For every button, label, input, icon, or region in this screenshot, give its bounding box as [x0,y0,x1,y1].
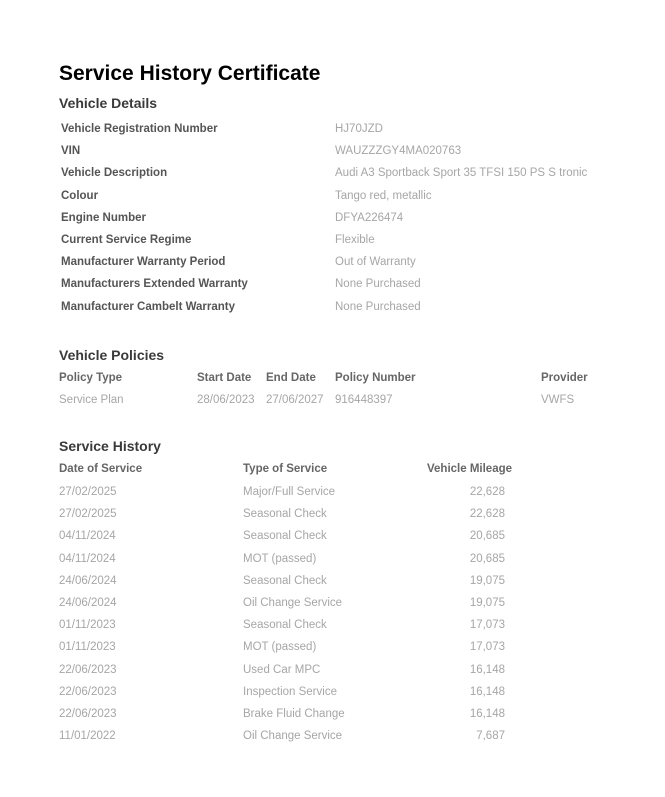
header-start-date: Start Date [197,372,252,384]
service-mileage-cell: 7,687 [476,730,505,743]
detail-value: Flexible [335,234,375,246]
detail-value: HJ70JZD [335,123,383,135]
detail-row [0,274,665,294]
service-type-cell: Seasonal Check [243,619,327,632]
service-row [0,704,665,724]
service-mileage-cell: 20,685 [469,552,505,565]
service-type-cell: Seasonal Check [243,574,327,587]
service-type-cell: MOT (passed) [243,641,317,654]
service-mileage-cell: 22,628 [469,508,505,521]
service-type-cell: Oil Change Service [243,597,343,609]
header-date-of-service: Date of Service [59,463,143,475]
header-type-of-service: Type of Service [243,463,328,475]
detail-value: WAUZZZGY4MA020763 [335,145,462,158]
service-type-cell: Seasonal Check [243,530,327,543]
detail-row [0,208,665,228]
header-vehicle-mileage: Vehicle Mileage [427,463,513,475]
service-date-cell: 22/06/2023 [59,685,117,698]
service-mileage-cell: 17,073 [469,619,505,632]
service-row [0,682,665,702]
detail-label: Vehicle Registration Number [61,123,218,135]
service-type-cell: Seasonal Check [243,508,327,521]
service-type-cell: Major/Full Service [243,486,336,498]
service-date-cell: 01/11/2023 [59,641,116,654]
detail-label: Engine Number [61,211,146,224]
service-date-cell: 27/02/2025 [59,486,117,498]
service-row [0,593,665,613]
detail-row [0,297,665,317]
service-mileage-cell: 22,628 [469,486,505,498]
detail-label: Manufacturer Warranty Period [61,256,226,269]
history-header-row [0,459,665,479]
service-date-cell: 27/02/2025 [59,508,117,521]
detail-value: Out of Warranty [335,256,416,269]
service-mileage-cell: 16,148 [469,663,505,676]
detail-value: None Purchased [335,278,421,291]
service-row [0,637,665,657]
policy-end-date-cell: 27/06/2027 [266,394,324,406]
service-date-cell: 24/06/2024 [59,574,117,587]
policy-type-cell: Service Plan [59,394,124,406]
detail-row [0,186,665,206]
service-date-cell: 11/01/2022 [59,730,116,743]
service-row [0,615,665,635]
detail-row [0,163,665,183]
header-provider: Provider [541,372,588,384]
vehicle-policies-heading: Vehicle Policies [59,347,165,363]
detail-value: Audi A3 Sportback Sport 35 TFSI 150 PS S tronic [335,167,588,180]
service-history-heading: Service History [59,438,161,454]
service-date-cell: 22/06/2023 [59,708,117,720]
header-policy-number: Policy Number [335,372,416,384]
service-date-cell: 04/11/2024 [59,552,116,565]
service-row [0,526,665,546]
service-row [0,726,665,746]
detail-label: VIN [61,145,81,158]
service-row [0,504,665,524]
policy-number-cell: 916448397 [335,394,393,406]
detail-label: Colour [61,189,99,202]
service-mileage-cell: 16,148 [469,708,505,720]
policy-provider-cell: VWFS [541,394,575,406]
service-mileage-cell: 20,685 [469,530,505,543]
service-row [0,482,665,502]
detail-label: Vehicle Description [61,167,168,180]
service-row [0,571,665,591]
service-type-cell: Used Car MPC [243,663,321,676]
detail-label: Current Service Regime [61,234,192,246]
service-date-cell: 01/11/2023 [59,619,116,632]
service-mileage-cell: 17,073 [469,641,505,654]
certificate-title: Service History Certificate [59,62,321,85]
service-date-cell: 04/11/2024 [59,530,116,543]
detail-value: Tango red, metallic [335,189,432,202]
detail-row [0,252,665,272]
policies-header-row [0,368,665,388]
service-type-cell: Brake Fluid Change [243,708,345,720]
service-mileage-cell: 19,075 [469,574,505,587]
detail-row [0,230,665,250]
header-policy-type: Policy Type [59,372,123,384]
detail-row [0,119,665,139]
service-mileage-cell: 16,148 [469,685,505,698]
detail-value: DFYA226474 [335,211,404,224]
service-type-cell: Oil Change Service [243,730,343,743]
detail-row [0,141,665,161]
detail-label: Manufacturer Cambelt Warranty [61,300,236,313]
service-type-cell: Inspection Service [243,685,337,698]
service-date-cell: 24/06/2024 [59,597,117,609]
service-row [0,549,665,569]
service-row [0,660,665,680]
vehicle-details-heading: Vehicle Details [59,95,158,111]
service-mileage-cell: 19,075 [469,597,505,609]
detail-label: Manufacturers Extended Warranty [61,278,248,291]
policy-start-date-cell: 28/06/2023 [197,394,255,406]
header-end-date: End Date [266,372,316,384]
detail-value: None Purchased [335,300,421,313]
service-date-cell: 22/06/2023 [59,663,117,676]
service-type-cell: MOT (passed) [243,552,317,565]
policy-row [0,390,665,410]
